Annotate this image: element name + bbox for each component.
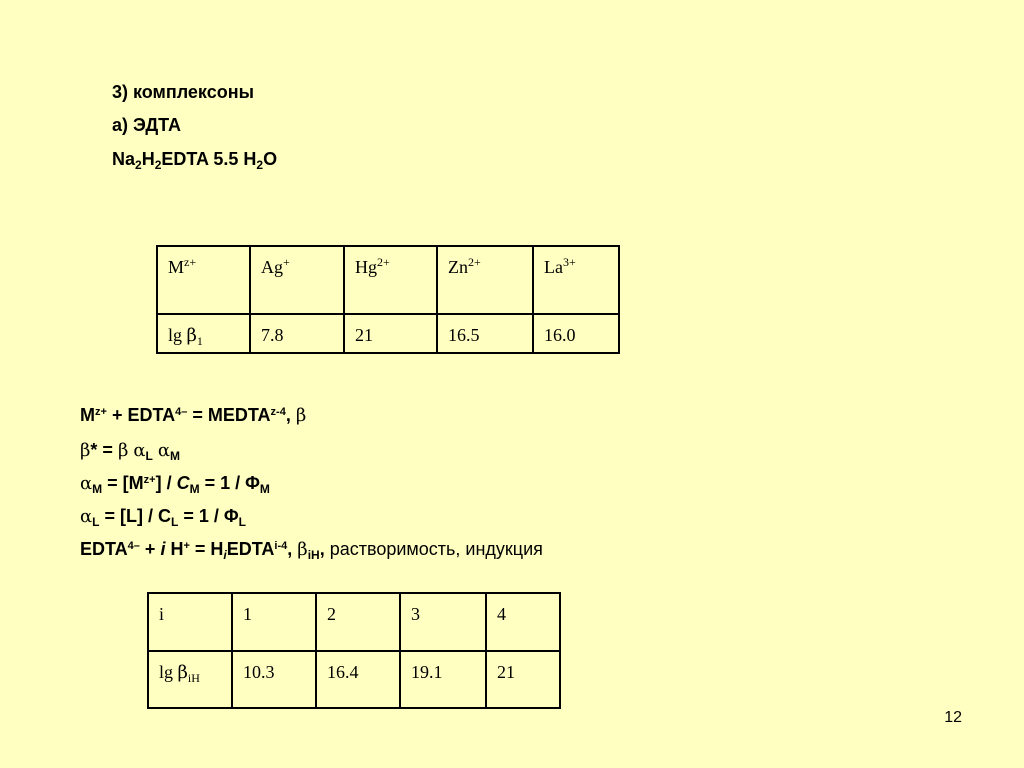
table-row	[148, 593, 560, 651]
table-header-cell: i	[148, 593, 232, 651]
table-cell: 7.8	[250, 314, 344, 353]
equation-conditional-beta: β* = β $\alpha_L$ $\alpha_M$	[80, 440, 181, 463]
table-row	[148, 651, 560, 708]
equation-complexation: $M^{z+}$ + $EDTA^{4-}$ = $MEDTA^{z-4}$, β	[80, 405, 307, 426]
table-header-cell: 4	[486, 593, 560, 651]
table-header-cell: 3	[400, 593, 486, 651]
table-header-cell: $M^{z+}$	[157, 246, 250, 314]
equation-alpha-l: $\alpha_L = [L] / C_L = 1 / \Phi_L$	[80, 506, 246, 529]
table-row	[157, 246, 619, 314]
row-label-lg-beta1: $\lg \beta_1$	[157, 314, 250, 353]
heading-edta: а) ЭДТА	[112, 115, 182, 135]
table-cell: 16.0	[533, 314, 619, 353]
equation-alpha-m: $\alpha_M = [M^{z+}] / C_M = 1 / \Phi_M$	[80, 473, 270, 496]
table-header-cell: 1	[232, 593, 316, 651]
table-header-cell: $Hg^{2+}$	[344, 246, 437, 314]
stability-constants-table	[156, 245, 620, 354]
table-cell: 21	[344, 314, 437, 353]
table-header-cell: $La^{3+}$	[533, 246, 619, 314]
table-header-cell: Ag+	[250, 246, 344, 314]
row-label-lg-beta-ih: $\lg \beta_{iH}$	[148, 651, 232, 708]
table-cell: 16.5	[437, 314, 533, 353]
heading-complexones: 3) комплексоны	[112, 82, 254, 102]
protonation-constants-table	[147, 592, 561, 709]
table-cell: 10.3	[232, 651, 316, 708]
table-cell: 16.4	[316, 651, 400, 708]
table-cell: 19.1	[400, 651, 486, 708]
page-number: 12	[944, 709, 962, 726]
table-cell: 21	[486, 651, 560, 708]
edta-formula: $Na_2H_2EDTA$ 5.5 $H_2O$	[112, 149, 278, 172]
equation-protonation: $EDTA^{4-} + i$ $H^+ = H_iEDTA^{i-4}$, $\beta_{iH}$, растворимость, индукция	[80, 539, 543, 562]
table-header-cell: $Zn^{2+}$	[437, 246, 533, 314]
table-row	[157, 314, 619, 353]
table-header-cell: 2	[316, 593, 400, 651]
